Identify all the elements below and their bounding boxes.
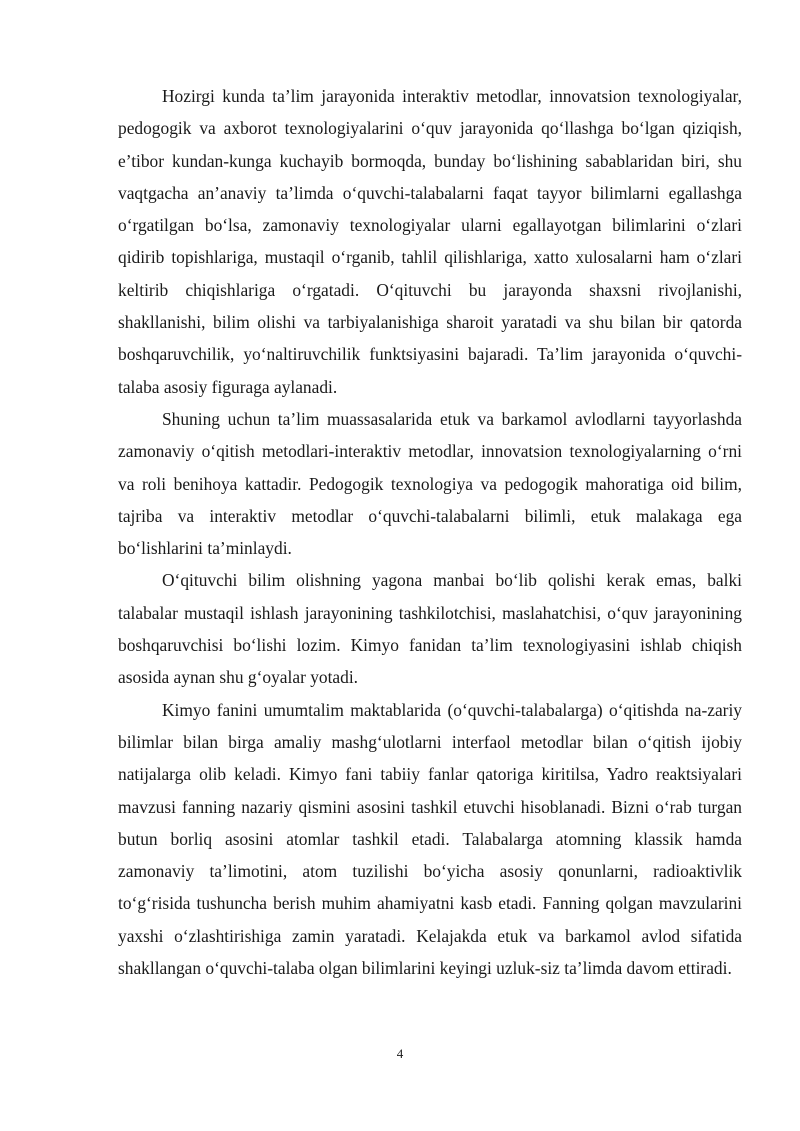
paragraph-2: Shuning uchun ta’lim muassasalarida etuk va barkamol avlodlarni tayyorlashda zamonaviy o‘qitish metodlari-interaktiv metodlar, innovatsion texnologiyalarning o‘rni va roli benihoya kattadir. Pedogogik texnologiya va pedogogik mahoratiga oid bilim, tajriba va interaktiv metodlar o‘quvchi-talabalarni bilimli, etuk malakaga ega bo‘lishlarini ta’minlaydi. (118, 408, 742, 559)
paragraph-3: O‘qituvchi bilim olishning yagona manbai bo‘lib qolishi kerak emas, balki talabalar mustaqil ishlash jarayonining tashkilotchisi, maslahatchisi, o‘quv jarayonining boshqaruvchisi bo‘lishi lozim. Kimyo fanidan ta’lim texnologiyasini ishlab chiqish asosida aynan shu g‘oyalar yotadi. (118, 570, 742, 688)
page-number: 4 (396, 1046, 404, 1061)
paragraph-4: Kimyo fanini umumtalim maktablarida (o‘quvchi-talabalarga) o‘qitishda na-zariy bilimlar bilan birga amaliy mashg‘ulotlarni interfaol metodlar bilan o‘qitish ijobiy natijalarga olib keladi. Kimyo fani tabiiy fanlar qatoriga kiritilsa, Yadro reaktsiyalari mavzusi fanning nazariy qismini asosini tashkil etuvchi hisoblanadi. Bizni o‘rab turgan butun borliq asosini atomlar tashkil etadi. Talabalarga atomning klassik hamda zamonaviy ta’limotini, atom tuzilishi bo‘yicha asosiy qonunlarni, radioaktivlik to‘g‘risida tushuncha berish muhim ahamiyatni kasb etadi. Fanning qolgan mavzularini yaxshi o‘zlashtirishiga zamin yaratadi. Kelajakda etuk va barkamol avlod sifatida shakllangan o‘quvchi-talaba olgan bilimlarini keyingi uzluk-siz ta’limda davom ettiradi. (118, 699, 742, 979)
body-text (118, 80, 742, 984)
paragraph-1: Hozirgi kunda ta’lim jarayonida interaktiv metodlar, innovatsion texnologiyalar, pedogogik va axborot texnologiyalarini o‘quv jarayonida qo‘llashga bo‘lgan qiziqish, e’tibor kundan-kunga kuchayib bormoqda, bunday bo‘lishining sabablaridan biri, shu vaqtgacha an’anaviy ta’limda o‘quvchi-talabalarni faqat tayyor bilimlarni egallashga o‘rgatilgan bo‘lsa, zamonaviy texnologiyalar ularni egallayotgan bilimlarini o‘zlari qidirib topishlariga, mustaqil o‘rganib, tahlil qilishlariga, xatto xulosalarni ham o‘zlari keltirib chiqishlariga o‘rgatadi. O‘qituvchi bu jarayonda shaxsni rivojlanishi, shakllanishi, bilim olishi va tarbiyalanishiga sharoit yaratadi va shu bilan bir qatorda boshqaruvchilik, yo‘naltiruvchilik funktsiyasini bajaradi. Ta’lim jarayonida o‘quvchi-talaba asosiy figuraga aylanadi. (118, 86, 742, 397)
